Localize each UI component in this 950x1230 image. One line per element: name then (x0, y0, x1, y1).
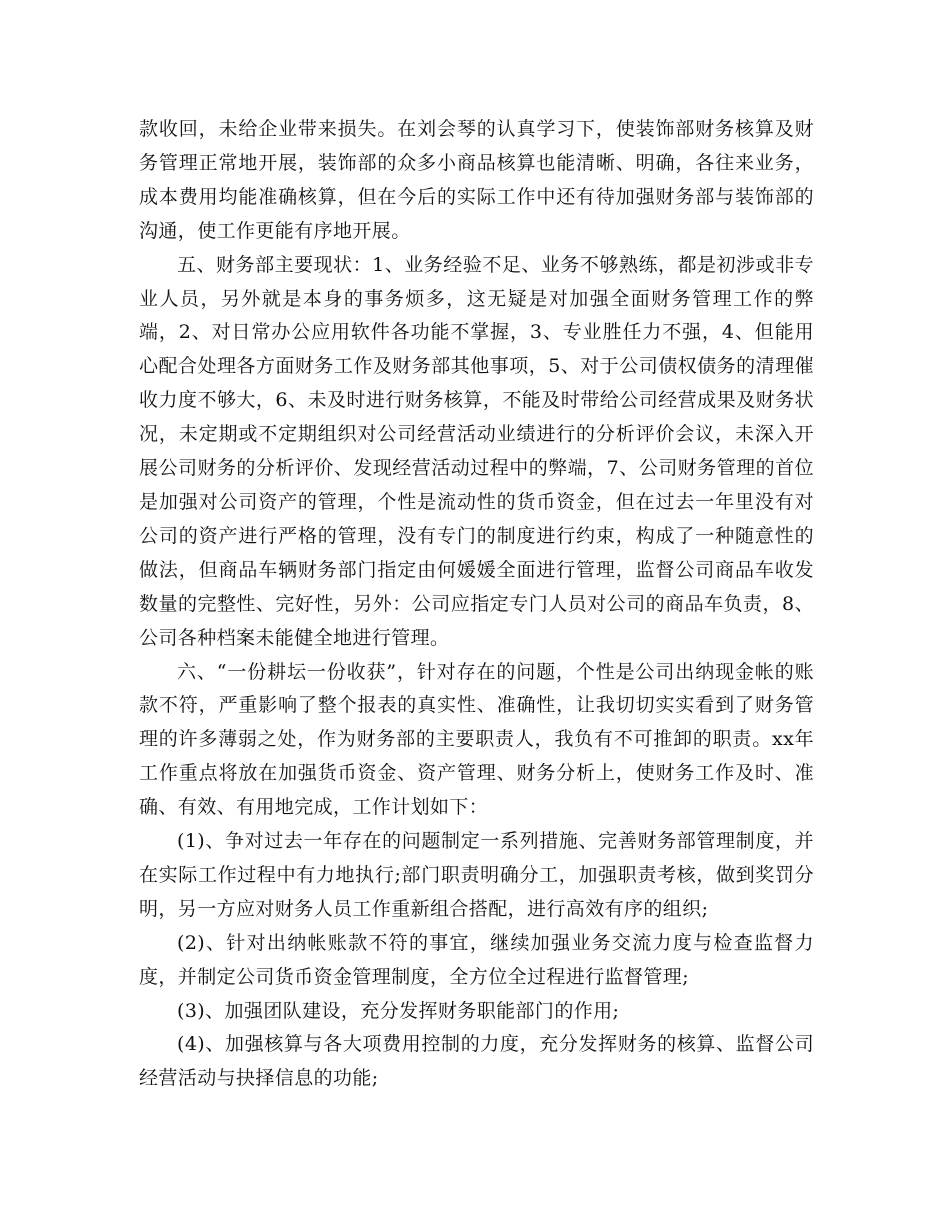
plan-item-2: (2)、针对出纳帐账款不符的事宜，继续加强业务交流力度与检查监督力度，并制定公司货币资金管理制度，全方位全过程进行监督管理; (139, 931, 814, 988)
plan-item-3: (3)、加强团队建设，充分发挥财务职能部门的作用; (177, 999, 620, 1022)
paragraph-3: 六、“一份耕坛一份收获”，针对存在的问题，个性是公司出纳现金帐的账款不符，严重影响了整个报表的真实性、准确性，让我切切实实看到了财务管理的许多薄弱之处，作为财务部的主要职责人，我负有不可推卸的职责。xx年工作重点将放在加强货币资金、资产管理、财务分析上，使财务工作及时、准确、有效、有用地完成，工作计划如下： (139, 660, 814, 819)
paragraph-2: 五、财务部主要现状：1、业务经验不足、业务不够熟练，都是初涉或非专业人员，另外就是本身的事务烦多，这无疑是对加强全面财务管理工作的弊端，2、对日常办公应用软件各功能不掌握，3、专业胜任力不强，4、但能用心配合处理各方面财务工作及财务部其他事项，5、对于公司债权债务的清理催收力度不够大，6、未及时进行财务核算，不能及时带给公司经营成果及财务状况，未定期或不定期组织对公司经营活动业绩进行的分析评价会议，未深入开展公司财务的分析评价、发现经营活动过程中的弊端，7、公司财务管理的首位是加强对公司资产的管理，个性是流动性的货币资金，但在过去一年里没有对公司的资产进行严格的管理，没有专门的制度进行约束，构成了一种随意性的做法，但商品车辆财务部门指定由何媛媛全面进行管理，监督公司商品车收发数量的完整性、完好性，另外：公司应指定专门人员对公司的商品车负责，8、公司各种档案未能健全地进行管理。 (139, 253, 814, 649)
document-body (139, 113, 814, 1096)
paragraph-1: 款收回，未给企业带来损失。在刘会琴的认真学习下，使装饰部财务核算及财务管理正常地开展，装饰部的众多小商品核算也能清晰、明确，各往来业务，成本费用均能准确核算，但在今后的实际工作中还有待加强财务部与装饰部的沟通，使工作更能有序地开展。 (139, 118, 814, 242)
plan-item-1: (1)、争对过去一年存在的问题制定一系列措施、完善财务部管理制度，并在实际工作过程中有力地执行;部门职责明确分工，加强职责考核，做到奖罚分明，另一方应对财务人员工作重新组合搭配，进行高效有序的组织; (139, 830, 814, 920)
plan-item-4: (4)、加强核算与各大项费用控制的力度，充分发挥财务的核算、监督公司经营活动与抉择信息的功能; (139, 1033, 814, 1090)
